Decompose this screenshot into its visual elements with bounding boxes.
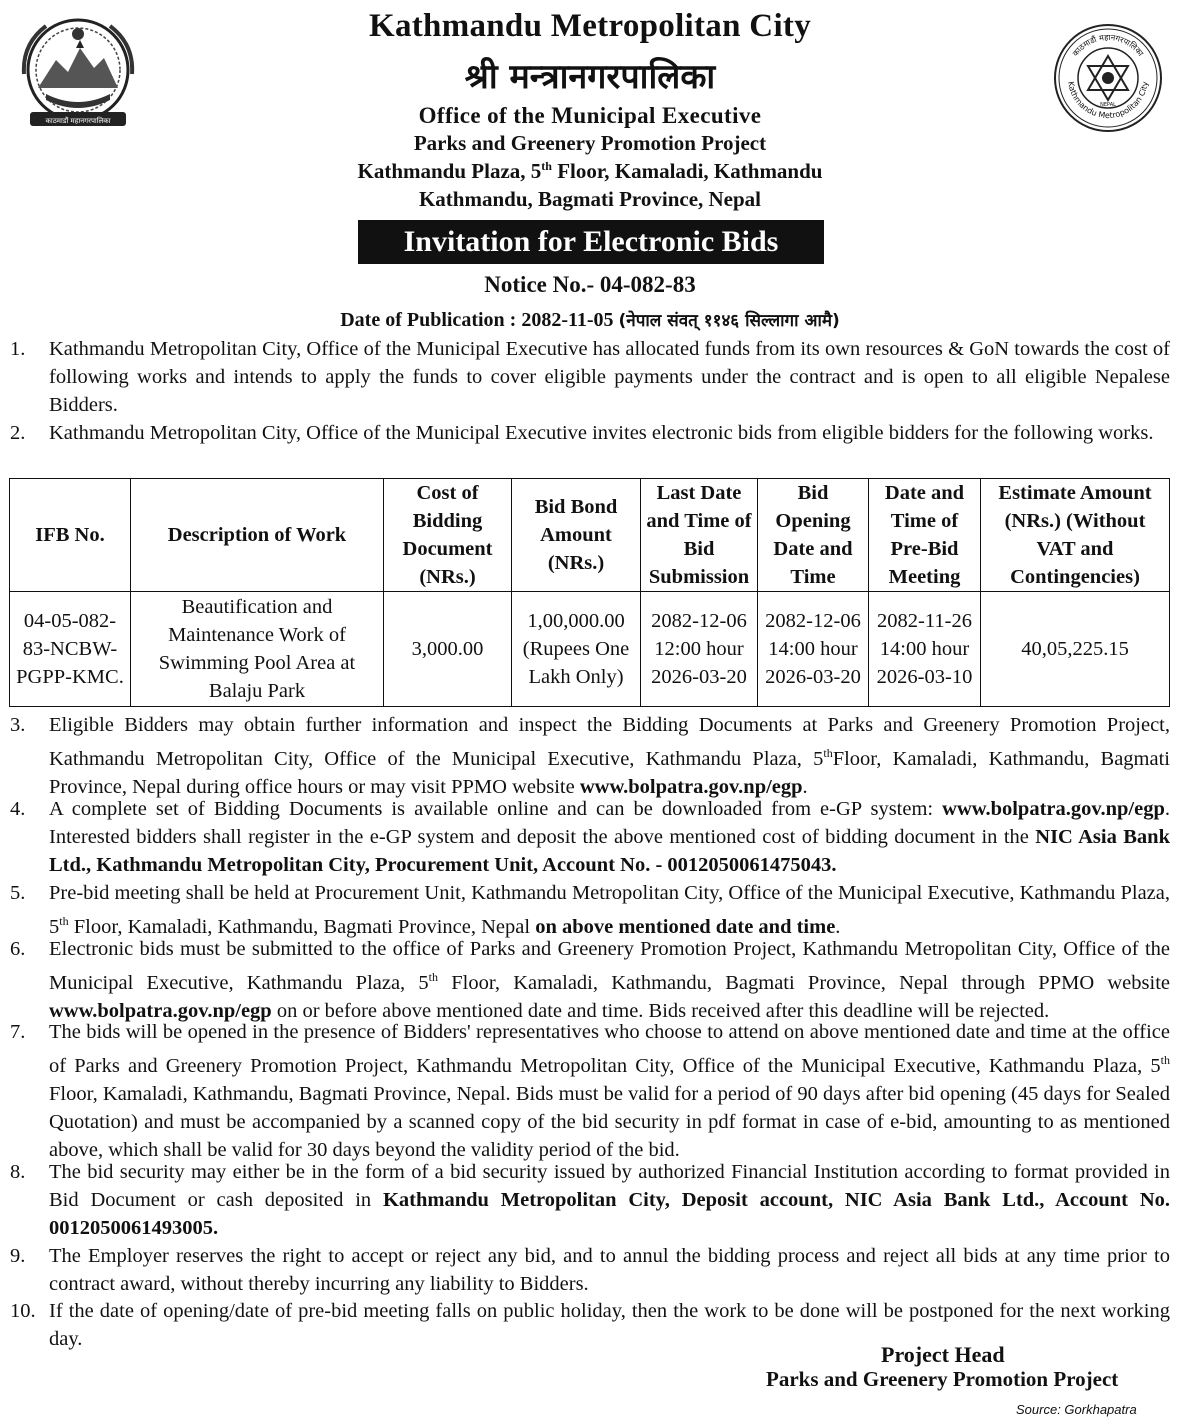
city-title-devanagari: श्री मन्त्रानगरपालिका bbox=[464, 57, 716, 97]
clause-text: . bbox=[835, 915, 841, 938]
cell-last-date: 2082-12-06 12:00 hour 2026-03-20 bbox=[641, 592, 758, 707]
office-name: Office of the Municipal Executive bbox=[418, 103, 762, 128]
address-line-2: Kathmandu, Bagmati Province, Nepal bbox=[418, 187, 762, 211]
table-header-row bbox=[10, 479, 1170, 592]
source-credit: Source: Gorkhapatra bbox=[1016, 1402, 1137, 1417]
clause-text: A complete set of Bidding Documents is available online and can be downloaded from e-GP system: bbox=[49, 798, 943, 820]
bids-table bbox=[9, 478, 1170, 707]
clause-text: Kathmandu Metropolitan City, Office of the Municipal Executive invites electronic bids from eligible bidders for the following works. bbox=[49, 422, 1154, 444]
header-bid-bond: Bid Bond Amount (NRs.) bbox=[512, 479, 641, 592]
header-description: Description of Work bbox=[131, 479, 384, 592]
signature-organization: Parks and Greenery Promotion Project bbox=[766, 1367, 1119, 1391]
clause-number: 10. bbox=[10, 1300, 36, 1322]
clause-text: Kathmandu Metropolitan City, Office of the Municipal Executive has allocated funds from its own resources & GoN towards the cost of following works and intends to apply the funds to cover eligible payments under the contract and is open to all eligible Nepalese Bidders. bbox=[49, 338, 1170, 416]
clause-2 bbox=[0, 419, 1181, 447]
clause-text: . bbox=[802, 775, 808, 798]
clause-text: Floor, Kamaladi, Kathmandu, Bagmati Province, Nepal during office hours or may visit PPMO website bbox=[49, 747, 1170, 798]
clause-number: 9. bbox=[10, 1245, 26, 1267]
clause-text: The bids will be opened in the presence of Bidders' representatives who choose to attend on above mentioned date and time at the office of Parks and Greenery Promotion Project, Kathmandu Metropolitan City, Office of the Municipal Executive, Kathmandu Plaza, 5 bbox=[49, 1021, 1170, 1077]
superscript: th bbox=[59, 914, 69, 928]
clause-text: Floor, Kamaladi, Kathmandu, Bagmati Province, Nepal. Bids must be valid for a period of 90 days after bid opening (45 days for Sealed Quotation) and must be accompanied by a scanned copy of the bid security in pdf format in case of e-bid, amounting to as mentioned above, which shall be valid for 30 days beyond the validity period of the bid. bbox=[49, 1082, 1170, 1161]
cell-bid-bond: 1,00,000.00 (Rupees One Lakh Only) bbox=[512, 592, 641, 707]
nepal-emblem-logo bbox=[16, 14, 140, 132]
clause-3 bbox=[0, 711, 1181, 801]
clause-7 bbox=[0, 1018, 1181, 1164]
superscript: th bbox=[428, 970, 439, 984]
clause-number: 3. bbox=[10, 714, 26, 736]
clause-number: 1. bbox=[10, 338, 26, 360]
header-estimate: Estimate Amount (NRs.) (Without VAT and Contingencies) bbox=[981, 479, 1170, 592]
clause-text: Floor, Kamaladi, Kathmandu, Bagmati Province, Nepal bbox=[68, 915, 536, 938]
header-cost: Cost of Bidding Document (NRs.) bbox=[384, 479, 512, 592]
cell-cost: 3,000.00 bbox=[384, 592, 512, 707]
address-line-1: Kathmandu Plaza, 5th Floor, Kamaladi, Kathmandu bbox=[357, 159, 823, 183]
clause-number: 7. bbox=[10, 1021, 26, 1043]
clause-5 bbox=[0, 879, 1181, 941]
superscript: th bbox=[541, 159, 552, 173]
project-name: Parks and Greenery Promotion Project bbox=[413, 131, 767, 155]
clause-9 bbox=[0, 1242, 1181, 1298]
header-ifb-no: IFB No. bbox=[10, 479, 131, 592]
superscript: th bbox=[1160, 1053, 1170, 1067]
city-title: Kathmandu Metropolitan City bbox=[368, 8, 811, 44]
clause-text: If the date of opening/date of pre-bid meeting falls on public holiday, then the work to be done will be postponed for the next working day. bbox=[49, 1300, 1170, 1350]
bank-account-details: NIC Asia Bank Ltd., Kathmandu Metropolitan City, Procurement Unit, Account No. - 0012050061475043. bbox=[49, 826, 1170, 876]
invitation-banner: Invitation for Electronic Bids bbox=[358, 220, 824, 264]
clause-number: 5. bbox=[10, 882, 26, 904]
clause-1 bbox=[0, 335, 1181, 419]
cell-description: Beautification and Maintenance Work of Swimming Pool Area at Balaju Park bbox=[131, 592, 384, 707]
ppmo-website-link: www.bolpatra.gov.np/egp bbox=[49, 999, 272, 1022]
kmc-seal-logo bbox=[1052, 22, 1164, 134]
deposit-account-details: Kathmandu Metropolitan City, Deposit account, NIC Asia Bank Ltd., Account No. 0012050061493005. bbox=[49, 1189, 1170, 1239]
clause-number: 2. bbox=[10, 422, 26, 444]
clause-text: on or before above mentioned date and time. Bids received after this deadline will be rejected. bbox=[271, 999, 1050, 1022]
clause-text: Electronic bids must be submitted to the office of Parks and Greenery Promotion Project, Kathmandu Metropolitan City, Office of the Municipal Executive, Kathmandu Plaza, 5 bbox=[49, 938, 1170, 994]
superscript: th bbox=[823, 746, 833, 760]
cell-ifb-no: 04-05-082-83-NCBW-PGPP-KMC. bbox=[10, 592, 131, 707]
cell-prebid: 2082-11-26 14:00 hour 2026-03-10 bbox=[869, 592, 981, 707]
cell-estimate: 40,05,225.15 bbox=[981, 592, 1170, 707]
header-last-date: Last Date and Time of Bid Submission bbox=[641, 479, 758, 592]
clause-4 bbox=[0, 795, 1181, 879]
publication-date bbox=[150, 308, 1030, 332]
nepal-sambat-date: (नेपाल संवत् ११४६ सिल्लागा आमै) bbox=[618, 311, 840, 331]
notice-number: Notice No.- 04-082-83 bbox=[484, 272, 696, 297]
clause-emphasis: on above mentioned date and time bbox=[535, 915, 836, 938]
clause-text: Pre-bid meeting shall be held at Procurement Unit, Kathmandu Metropolitan City, Office of the Municipal Executive, Kathmandu Plaza, 5 bbox=[49, 882, 1170, 938]
clause-number: 6. bbox=[10, 938, 26, 960]
svg-text:काठमाडौं महानगरपालिका: काठमाडौं महानगरपालिका bbox=[45, 117, 111, 125]
header-prebid: Date and Time of Pre-Bid Meeting bbox=[869, 479, 981, 592]
clause-text: The Employer reserves the right to accept or reject any bid, and to annul the bidding process and reject all bids at any time prior to contract award, without thereby incurring any liability to Bidders. bbox=[49, 1245, 1170, 1295]
clause-text: The bid security may either be in the form of a bid security issued by authorized Financial Institution according to format provided in Bid Document or cash deposited in bbox=[49, 1161, 1170, 1211]
clause-text: Eligible Bidders may obtain further information and inspect the Bidding Documents at Parks and Greenery Promotion Project, Kathmandu Metropolitan City, Office of the Municipal Executive, Kathmandu Plaza, 5 bbox=[49, 714, 1170, 770]
svg-text:NEPAL: NEPAL bbox=[1100, 102, 1116, 108]
ppmo-website-link: www.bolpatra.gov.np/egp bbox=[579, 775, 803, 798]
clause-6 bbox=[0, 935, 1181, 1025]
egp-website-link: www.bolpatra.gov.np/egp bbox=[942, 798, 1165, 820]
table-row bbox=[10, 592, 1170, 707]
clause-text: . Interested bidders shall register in the e-GP system and deposit the above mentioned cost of bidding document in the bbox=[49, 798, 1170, 848]
cell-opening: 2082-12-06 14:00 hour 2026-03-20 bbox=[758, 592, 869, 707]
clause-number: 4. bbox=[10, 798, 26, 820]
clause-text: Floor, Kamaladi, Kathmandu, Bagmati Province, Nepal through PPMO website bbox=[438, 971, 1170, 994]
signature-title: Project Head bbox=[881, 1342, 1005, 1367]
clause-8 bbox=[0, 1158, 1181, 1242]
clause-number: 8. bbox=[10, 1161, 26, 1183]
header-opening: Bid Opening Date and Time bbox=[758, 479, 869, 592]
publication-date-label: Date of Publication : 2082-11-05 bbox=[340, 309, 614, 331]
svg-text:Kathmandu Metropolitan City: Kathmandu Metropolitan City bbox=[1066, 80, 1150, 121]
svg-text:काठमाडौं महानगरपालिका: काठमाडौं महानगरपालिका bbox=[1070, 32, 1146, 58]
